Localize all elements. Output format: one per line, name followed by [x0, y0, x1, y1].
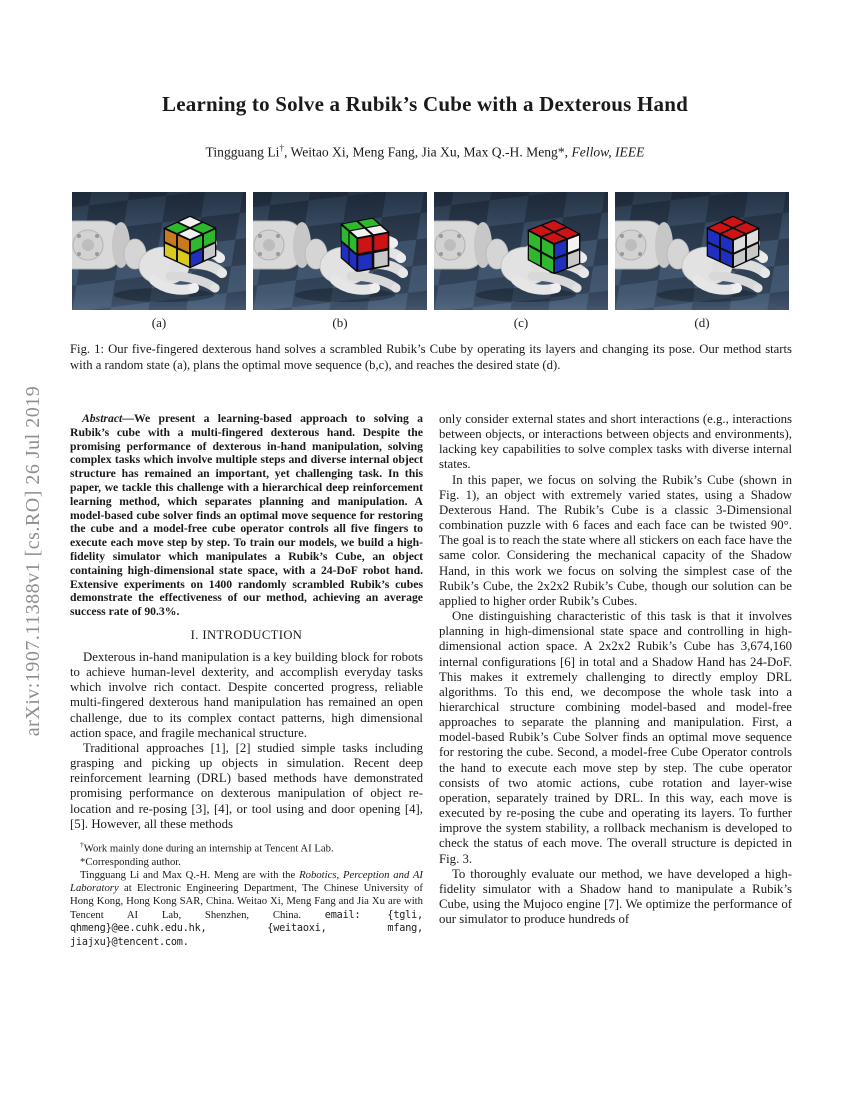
abstract	[70, 412, 423, 619]
author-line	[0, 143, 850, 161]
panel-label-c: (c)	[513, 315, 529, 330]
panel-label-a: (a)	[151, 315, 167, 330]
footnote-3-a: Tingguang Li and Max Q.-H. Meng are with the	[80, 868, 300, 881]
abstract-paragraph	[70, 412, 423, 619]
hand-cube-scene-d	[615, 192, 789, 310]
figure-panel-b	[253, 192, 427, 310]
author-names: , Weitao Xi, Meng Fang, Jia Xu, Max Q.-H. Meng*,	[283, 144, 572, 160]
author-dagger: †	[279, 143, 284, 153]
abstract-lead: Abstract	[82, 412, 123, 425]
footnote-3	[70, 869, 423, 950]
panel-label-b: (b)	[332, 315, 348, 330]
footnote-dagger: †	[80, 839, 84, 849]
footnote-1-text: Work mainly done during an internship at Tencent AI Lab.	[83, 842, 334, 855]
left-column	[70, 412, 423, 950]
right-paragraph-2: In this paper, we focus on solving the Rubik’s Cube (shown in Fig. 1), an object with extremely varied states, using a Shadow Dexterous Hand. The Rubik’s Cube is a classic 3-Dimensional combination puzzle with 6 faces and each face can be twisted 90°. The goal is to reach the state where all stickers on each face have the same color. Considering the mechanical capacity of the Shadow Hand, in this work we focus on solving the simplest case of the Rubik’s Cube, the 2x2x2 Rubik’s Cube, though our solution can be applied to higher order Rubik’s Cubes.	[439, 472, 792, 608]
abstract-text: —We present a learning-based approach to solving a Rubik’s cube with a multi-fingered dexterous hand. Despite the promising performance of dexterous in-hand manipulation, solving complex tasks which involve multiple steps and diverse internal object structure has remained an important, yet challenging task. In this paper, we tackle this challenge with a hierarchical deep reinforcement learning method, which separates planning and manipulation. A model-based cube solver finds an optimal move sequence for restoring the cube and a model-free cube operator controls all five fingers to execute each move step by step. To train our models, we build a high-fidelity simulator which manipulates a Rubik’s Cube, an object containing high-dimensional state space, with a 24-DoF robot hand. Extensive experiments on 1400 randomly scrambled Rubik’s cubes demonstrate the effectiveness of our method, achieving an average success rate of 90.3%.	[70, 412, 423, 619]
right-column	[439, 412, 792, 950]
footnote-3-b: at Electronic Engineering Department, The Chinese University of Hong Kong, Hong Kong SAR, China. Weitao Xi, Meng Fang and Jia Xu are with Tencent AI Lab, Shenzhen, China.	[70, 882, 423, 921]
author-fellow: Fellow, IEEE	[571, 144, 645, 160]
author-name-lead: Tingguang Li	[205, 144, 280, 160]
paper-title: Learning to Solve a Rubik’s Cube with a Dexterous Hand	[162, 92, 688, 116]
figure-panel-a	[72, 192, 246, 310]
hand-cube-scene-c	[434, 192, 608, 310]
footnote-1	[70, 840, 423, 856]
footnote-2: *Corresponding author.	[80, 855, 181, 868]
hand-cube-scene-a	[72, 192, 246, 310]
panel-label-d: (d)	[694, 315, 710, 330]
footnote-3-lab: Robotics, Perception and AI Laboratory	[70, 868, 423, 895]
section-heading-introduction: I. INTRODUCTION	[190, 627, 303, 642]
intro-paragraph-1: Dexterous in-hand manipulation is a key building block for robots to achieve human-level dexterity, and accomplish everyday tasks which involve rich contact. Despite concerted progress, reliable multi-fingered dexterous hand manipulation has remained an open challenge, due to its complex contact patterns, high dimensional action space, and fragile mechanical structure.	[70, 649, 423, 740]
right-paragraph-3: One distinguishing characteristic of this task is that it involves planning in high-dimensional state space and controlling in high-dimensional action space. A 2x2x2 Rubik’s Cube has 3,674,160 internal configurations [6] in total and a Shadow Hand has 24-DoF. This makes it extremely challenging to directly employ DRL algorithms. To this end, we decompose the whole task into a hierarchical structure combining model-based and model-free approaches to separate the planning and manipulation. First, a model-based Rubik’s Cube Solver finds an optimal move sequence for restoring the cube. Second, a model-free Cube Operator controls the hand to execute each move step by step. The cube operator consists of two atomic actions, cube rotation and layer-wise operation, separately trained by DRL. In this way, each move is executed by re-posing the cube and operating its layers. To further improve the system stability, a rollback mechanism is developed to check the status of each move. The overall structure is depicted in Fig. 3.	[439, 609, 792, 866]
rubiks-cube-graphic	[341, 218, 389, 272]
figure-panel-c	[434, 192, 608, 310]
figure-1	[72, 192, 789, 310]
figure-panel-d	[615, 192, 789, 310]
footnotes	[70, 840, 423, 950]
hand-cube-scene-b	[253, 192, 427, 310]
figure-caption: Fig. 1: Our five-fingered dexterous hand solves a scrambled Rubik’s Cube by operating its layers and changing its pose. Our method starts with a random state (a), plans the optimal move sequence (b,c), and reaches the desired state (d).	[70, 342, 792, 373]
figure-panel-labels	[72, 315, 789, 331]
right-paragraph-4: To thoroughly evaluate our method, we have developed a high-fidelity simulator with a Shadow hand to manipulate a Rubik’s Cube, using the Mujoco engine [7]. We optimize the performance of our simulator to produce hundreds of	[439, 866, 792, 927]
footnote-3-email: email: {tgli, qhmeng}@ee.cuhk.edu.hk, {weitaoxi, mfang, jiajxu}@tencent.com.	[70, 909, 423, 948]
arxiv-watermark: arXiv:1907.11388v1 [cs.RO] 26 Jul 2019	[22, 385, 44, 737]
body-columns	[70, 412, 792, 950]
right-paragraph-1: only consider external states and short interactions (e.g., interactions between objects, or interactions between objects and environments), lacking key capabilities to solve complex tasks with diverse internal states.	[439, 412, 792, 472]
intro-paragraph-2: Traditional approaches [1], [2] studied simple tasks including grasping and picking up objects in simulation. Recent deep reinforcement learning (DRL) based methods have demonstrated promising performance on dexterous manipulation of object re-location and re-posing [3], [4], or tool using and door opening [4], [5]. However, all these methods	[70, 740, 423, 831]
